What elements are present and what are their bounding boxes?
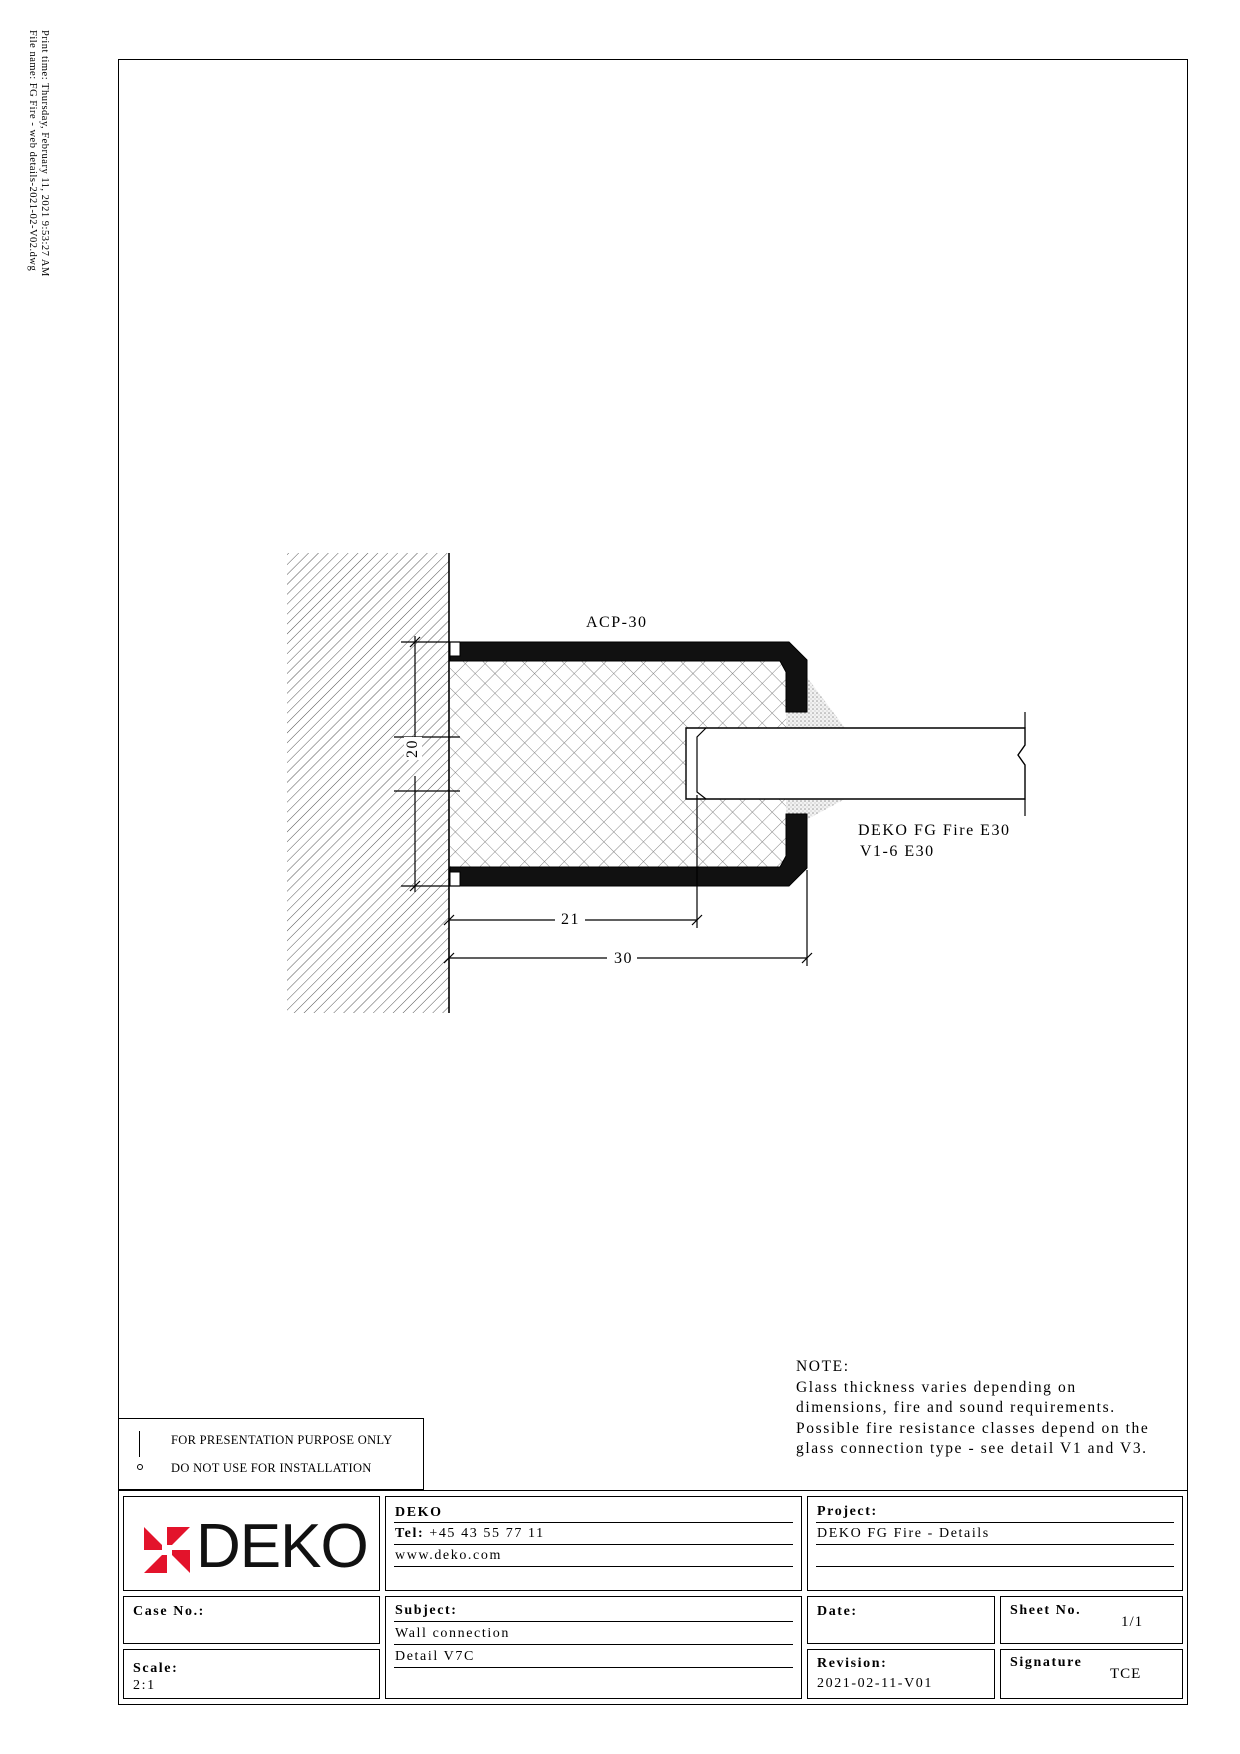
logo-cell — [123, 1496, 380, 1591]
tel-value: +45 43 55 77 11 — [429, 1526, 545, 1541]
tel-label: Tel: — [395, 1526, 425, 1541]
revision-cell — [807, 1649, 995, 1699]
revision-label: Revision: — [817, 1656, 888, 1671]
wall-hatch — [287, 553, 449, 1013]
subject-line-1: Wall connection — [395, 1626, 511, 1641]
warning-line-2: DO NOT USE FOR INSTALLATION — [171, 1461, 372, 1475]
note-title: NOTE: — [796, 1358, 850, 1375]
dim-inner-label: 21 — [561, 911, 580, 928]
project-cell — [807, 1496, 1183, 1591]
company-cell — [385, 1496, 802, 1591]
dim-outer-label: 30 — [614, 950, 633, 967]
company-name: DEKO — [395, 1505, 443, 1520]
date-label: Date: — [817, 1604, 858, 1619]
sheet-cell — [1000, 1596, 1183, 1644]
note-line: Glass thickness varies depending on — [796, 1378, 1077, 1396]
warning-icon — [139, 1431, 140, 1457]
project-label: Project: — [817, 1504, 878, 1519]
subject-label: Subject: — [395, 1603, 458, 1618]
signature-label: Signature — [1010, 1655, 1083, 1670]
file-name: File name: FG Fire - web details-2021-02-V02.dwg — [27, 30, 38, 272]
note-line: Possible fire resistance classes depend on the — [796, 1419, 1150, 1437]
company-tel — [395, 1526, 545, 1542]
profile-lip-top — [450, 642, 460, 656]
company-web: www.deko.com — [395, 1548, 502, 1563]
scale-label: Scale: — [133, 1661, 179, 1676]
case-label: Case No.: — [133, 1604, 205, 1619]
deko-logo-text: DEKO — [196, 1512, 368, 1581]
profile-label: ACP-30 — [586, 614, 648, 631]
glass-pane — [686, 728, 1025, 799]
deko-logo-icon — [144, 1527, 190, 1573]
warning-line-1: FOR PRESENTATION PURPOSE ONLY — [171, 1433, 393, 1447]
date-cell — [807, 1596, 995, 1644]
sheet-value: 1/1 — [1121, 1614, 1144, 1630]
dim-height-label: 20 — [404, 739, 421, 758]
signature-value: TCE — [1110, 1666, 1142, 1682]
signature-cell — [1000, 1649, 1183, 1699]
revision-value: 2021-02-11-V01 — [817, 1676, 933, 1691]
note-line: glass connection type - see detail V1 and V3. — [796, 1440, 1148, 1457]
case-cell — [123, 1596, 380, 1644]
glass-label-2: V1-6 E30 — [860, 843, 935, 860]
subject-cell — [385, 1596, 802, 1699]
glass-label-1: DEKO FG Fire E30 — [858, 822, 1011, 839]
subject-line-2: Detail V7C — [395, 1649, 475, 1664]
project-value: DEKO FG Fire - Details — [817, 1526, 990, 1541]
profile-lip-bottom — [450, 872, 460, 886]
sheet-label: Sheet No. — [1010, 1603, 1082, 1618]
warning-icon-dot — [137, 1464, 143, 1470]
scale-cell — [123, 1649, 380, 1699]
print-time: Print time: Thursday, February 11, 2021 9:53:27 AM — [39, 30, 50, 277]
note-line: dimensions, fire and sound requirements. — [796, 1399, 1116, 1416]
note-block — [796, 1357, 1149, 1460]
warning-box — [118, 1418, 424, 1490]
scale-value: 2:1 — [133, 1678, 156, 1693]
